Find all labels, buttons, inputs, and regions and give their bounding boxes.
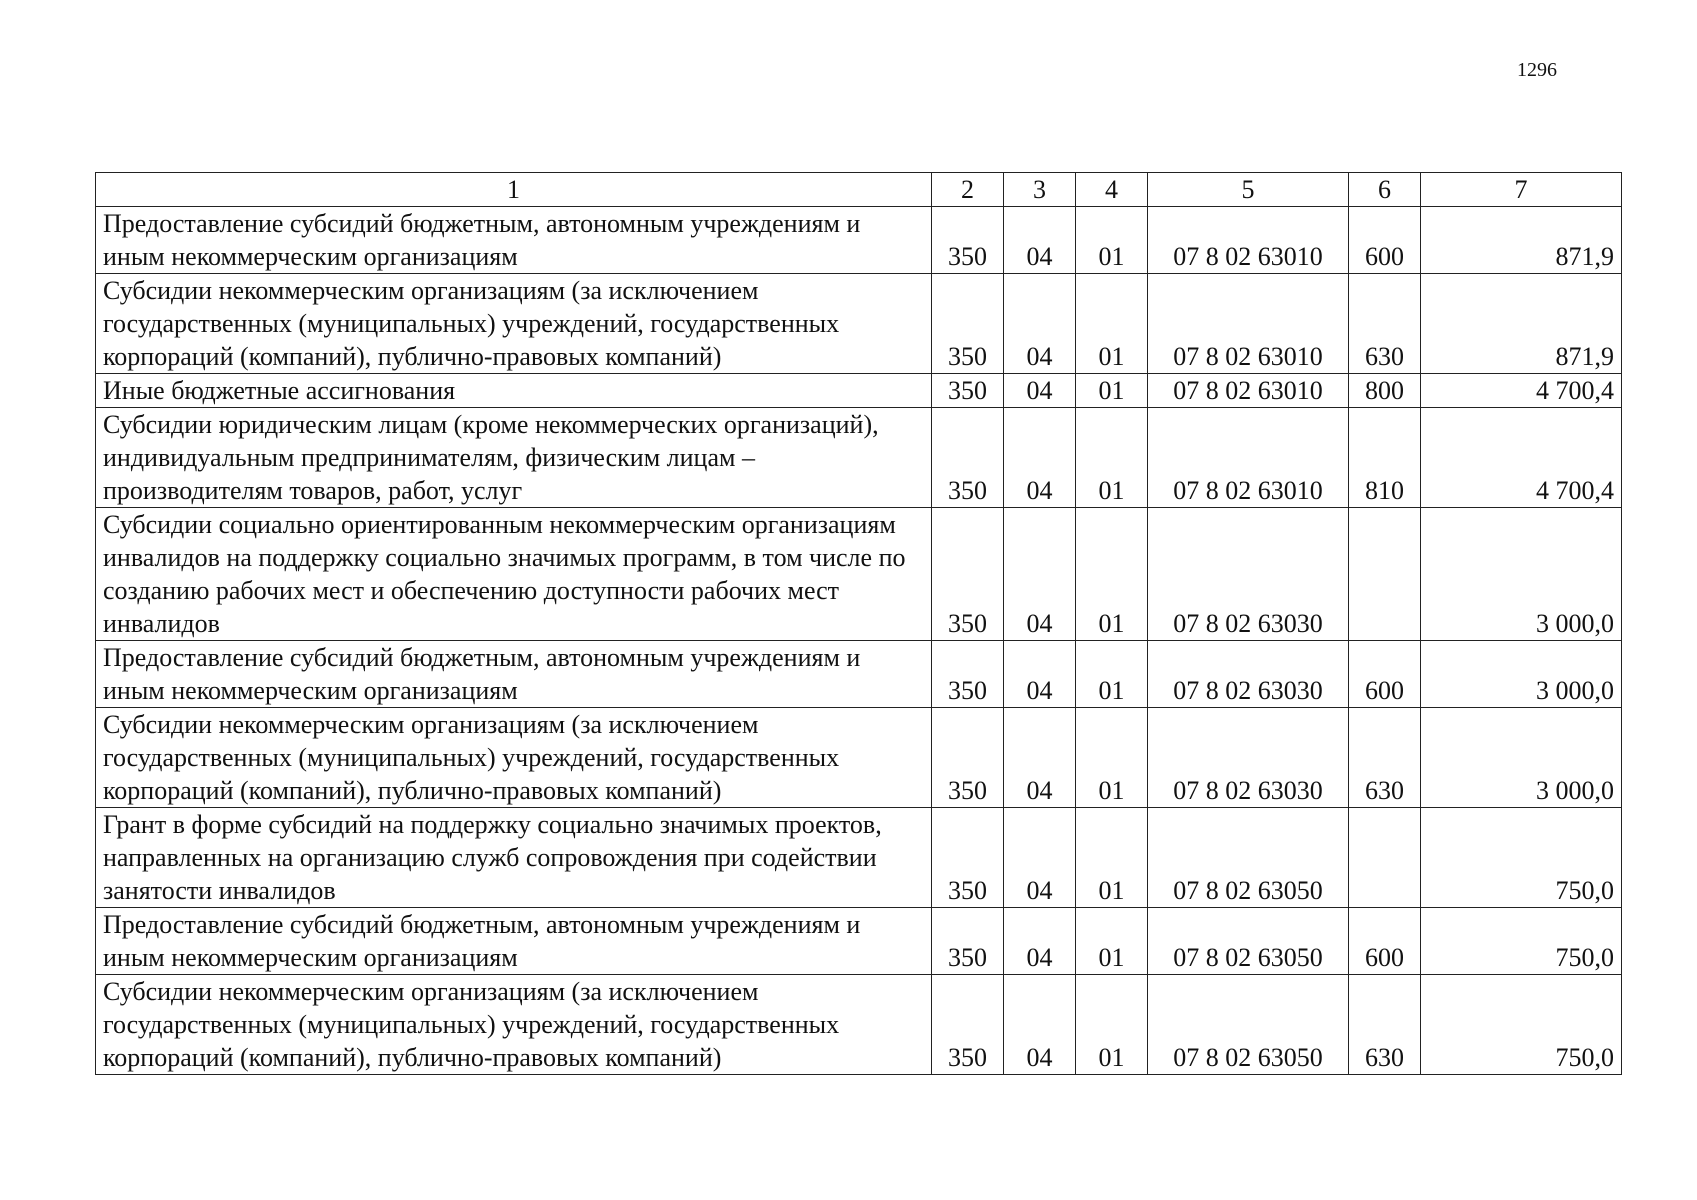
- row-col-2: 350: [932, 975, 1004, 1075]
- row-col-2: 350: [932, 908, 1004, 975]
- row-name: Предоставление субсидий бюджетным, автономным учреждениям и иным некоммерческим организациям: [96, 207, 932, 274]
- row-amount: 4 700,4: [1421, 374, 1622, 408]
- row-col-2: 350: [932, 207, 1004, 274]
- row-expense-type: 630: [1349, 975, 1421, 1075]
- row-col-4: 01: [1076, 374, 1148, 408]
- row-col-3: 04: [1004, 808, 1076, 908]
- row-col-3: 04: [1004, 408, 1076, 508]
- row-col-4: 01: [1076, 207, 1148, 274]
- row-target-code: 07 8 02 63050: [1148, 808, 1349, 908]
- row-col-3: 04: [1004, 508, 1076, 641]
- row-expense-type: 800: [1349, 374, 1421, 408]
- table-header-row: [96, 173, 1622, 207]
- row-amount: 871,9: [1421, 207, 1622, 274]
- row-expense-type: [1349, 508, 1421, 641]
- row-expense-type: 600: [1349, 207, 1421, 274]
- row-name: Субсидии юридическим лицам (кроме некоммерческих организаций), индивидуальным предпринимателям, физическим лицам – производителям товаров, работ, услуг: [96, 408, 932, 508]
- row-name: Субсидии социально ориентированным некоммерческим организациям инвалидов на поддержку социально значимых программ, в том числе по созданию рабочих мест и обеспечению доступности рабочих мест инвалидов: [96, 508, 932, 641]
- row-target-code: 07 8 02 63030: [1148, 508, 1349, 641]
- row-col-2: 350: [932, 641, 1004, 708]
- row-name: Иные бюджетные ассигнования: [96, 374, 932, 408]
- row-target-code: 07 8 02 63010: [1148, 207, 1349, 274]
- row-col-2: 350: [932, 808, 1004, 908]
- row-target-code: 07 8 02 63010: [1148, 274, 1349, 374]
- row-amount: 4 700,4: [1421, 408, 1622, 508]
- table-body: [96, 207, 1622, 1075]
- header-col-2: 2: [932, 173, 1004, 207]
- table-row: [96, 908, 1622, 975]
- row-col-2: 350: [932, 508, 1004, 641]
- row-col-4: 01: [1076, 975, 1148, 1075]
- row-col-4: 01: [1076, 408, 1148, 508]
- row-col-3: 04: [1004, 274, 1076, 374]
- row-amount: 3 000,0: [1421, 641, 1622, 708]
- row-expense-type: 630: [1349, 274, 1421, 374]
- row-expense-type: 810: [1349, 408, 1421, 508]
- row-col-2: 350: [932, 408, 1004, 508]
- row-col-2: 350: [932, 374, 1004, 408]
- row-expense-type: 600: [1349, 908, 1421, 975]
- header-col-3: 3: [1004, 173, 1076, 207]
- row-col-3: 04: [1004, 975, 1076, 1075]
- table-row: [96, 975, 1622, 1075]
- table-row: [96, 708, 1622, 808]
- table-row: [96, 408, 1622, 508]
- row-name: Грант в форме субсидий на поддержку социально значимых проектов, направленных на организацию служб сопровождения при содействии занятости инвалидов: [96, 808, 932, 908]
- row-col-4: 01: [1076, 274, 1148, 374]
- row-target-code: 07 8 02 63010: [1148, 374, 1349, 408]
- row-col-4: 01: [1076, 808, 1148, 908]
- row-col-3: 04: [1004, 207, 1076, 274]
- header-col-7: 7: [1421, 173, 1622, 207]
- row-name: Субсидии некоммерческим организациям (за исключением государственных (муниципальных) учреждений, государственных корпораций (компаний), публично-правовых компаний): [96, 975, 932, 1075]
- table-row: [96, 374, 1622, 408]
- table-row: [96, 808, 1622, 908]
- header-col-4: 4: [1076, 173, 1148, 207]
- row-col-3: 04: [1004, 708, 1076, 808]
- row-target-code: 07 8 02 63010: [1148, 408, 1349, 508]
- row-amount: 3 000,0: [1421, 508, 1622, 641]
- table-row: [96, 274, 1622, 374]
- row-target-code: 07 8 02 63030: [1148, 708, 1349, 808]
- row-col-4: 01: [1076, 908, 1148, 975]
- row-name: Предоставление субсидий бюджетным, автономным учреждениям и иным некоммерческим организациям: [96, 908, 932, 975]
- table-row: [96, 641, 1622, 708]
- row-col-2: 350: [932, 708, 1004, 808]
- row-col-3: 04: [1004, 641, 1076, 708]
- row-target-code: 07 8 02 63030: [1148, 641, 1349, 708]
- budget-table: [95, 172, 1622, 1075]
- table-row: [96, 508, 1622, 641]
- row-target-code: 07 8 02 63050: [1148, 908, 1349, 975]
- row-name: Субсидии некоммерческим организациям (за исключением государственных (муниципальных) учреждений, государственных корпораций (компаний), публично-правовых компаний): [96, 708, 932, 808]
- row-col-3: 04: [1004, 908, 1076, 975]
- header-col-6: 6: [1349, 173, 1421, 207]
- row-col-4: 01: [1076, 641, 1148, 708]
- row-name: Субсидии некоммерческим организациям (за исключением государственных (муниципальных) учреждений, государственных корпораций (компаний), публично-правовых компаний): [96, 274, 932, 374]
- row-expense-type: 600: [1349, 641, 1421, 708]
- row-amount: 750,0: [1421, 975, 1622, 1075]
- row-amount: 750,0: [1421, 908, 1622, 975]
- row-col-2: 350: [932, 274, 1004, 374]
- table-row: [96, 207, 1622, 274]
- row-col-3: 04: [1004, 374, 1076, 408]
- header-col-5: 5: [1148, 173, 1349, 207]
- page-number: 1296: [1517, 59, 1557, 81]
- row-expense-type: [1349, 808, 1421, 908]
- row-name: Предоставление субсидий бюджетным, автономным учреждениям и иным некоммерческим организациям: [96, 641, 932, 708]
- row-col-4: 01: [1076, 508, 1148, 641]
- row-amount: 750,0: [1421, 808, 1622, 908]
- row-expense-type: 630: [1349, 708, 1421, 808]
- row-target-code: 07 8 02 63050: [1148, 975, 1349, 1075]
- header-col-1: 1: [96, 173, 932, 207]
- row-col-4: 01: [1076, 708, 1148, 808]
- row-amount: 871,9: [1421, 274, 1622, 374]
- row-amount: 3 000,0: [1421, 708, 1622, 808]
